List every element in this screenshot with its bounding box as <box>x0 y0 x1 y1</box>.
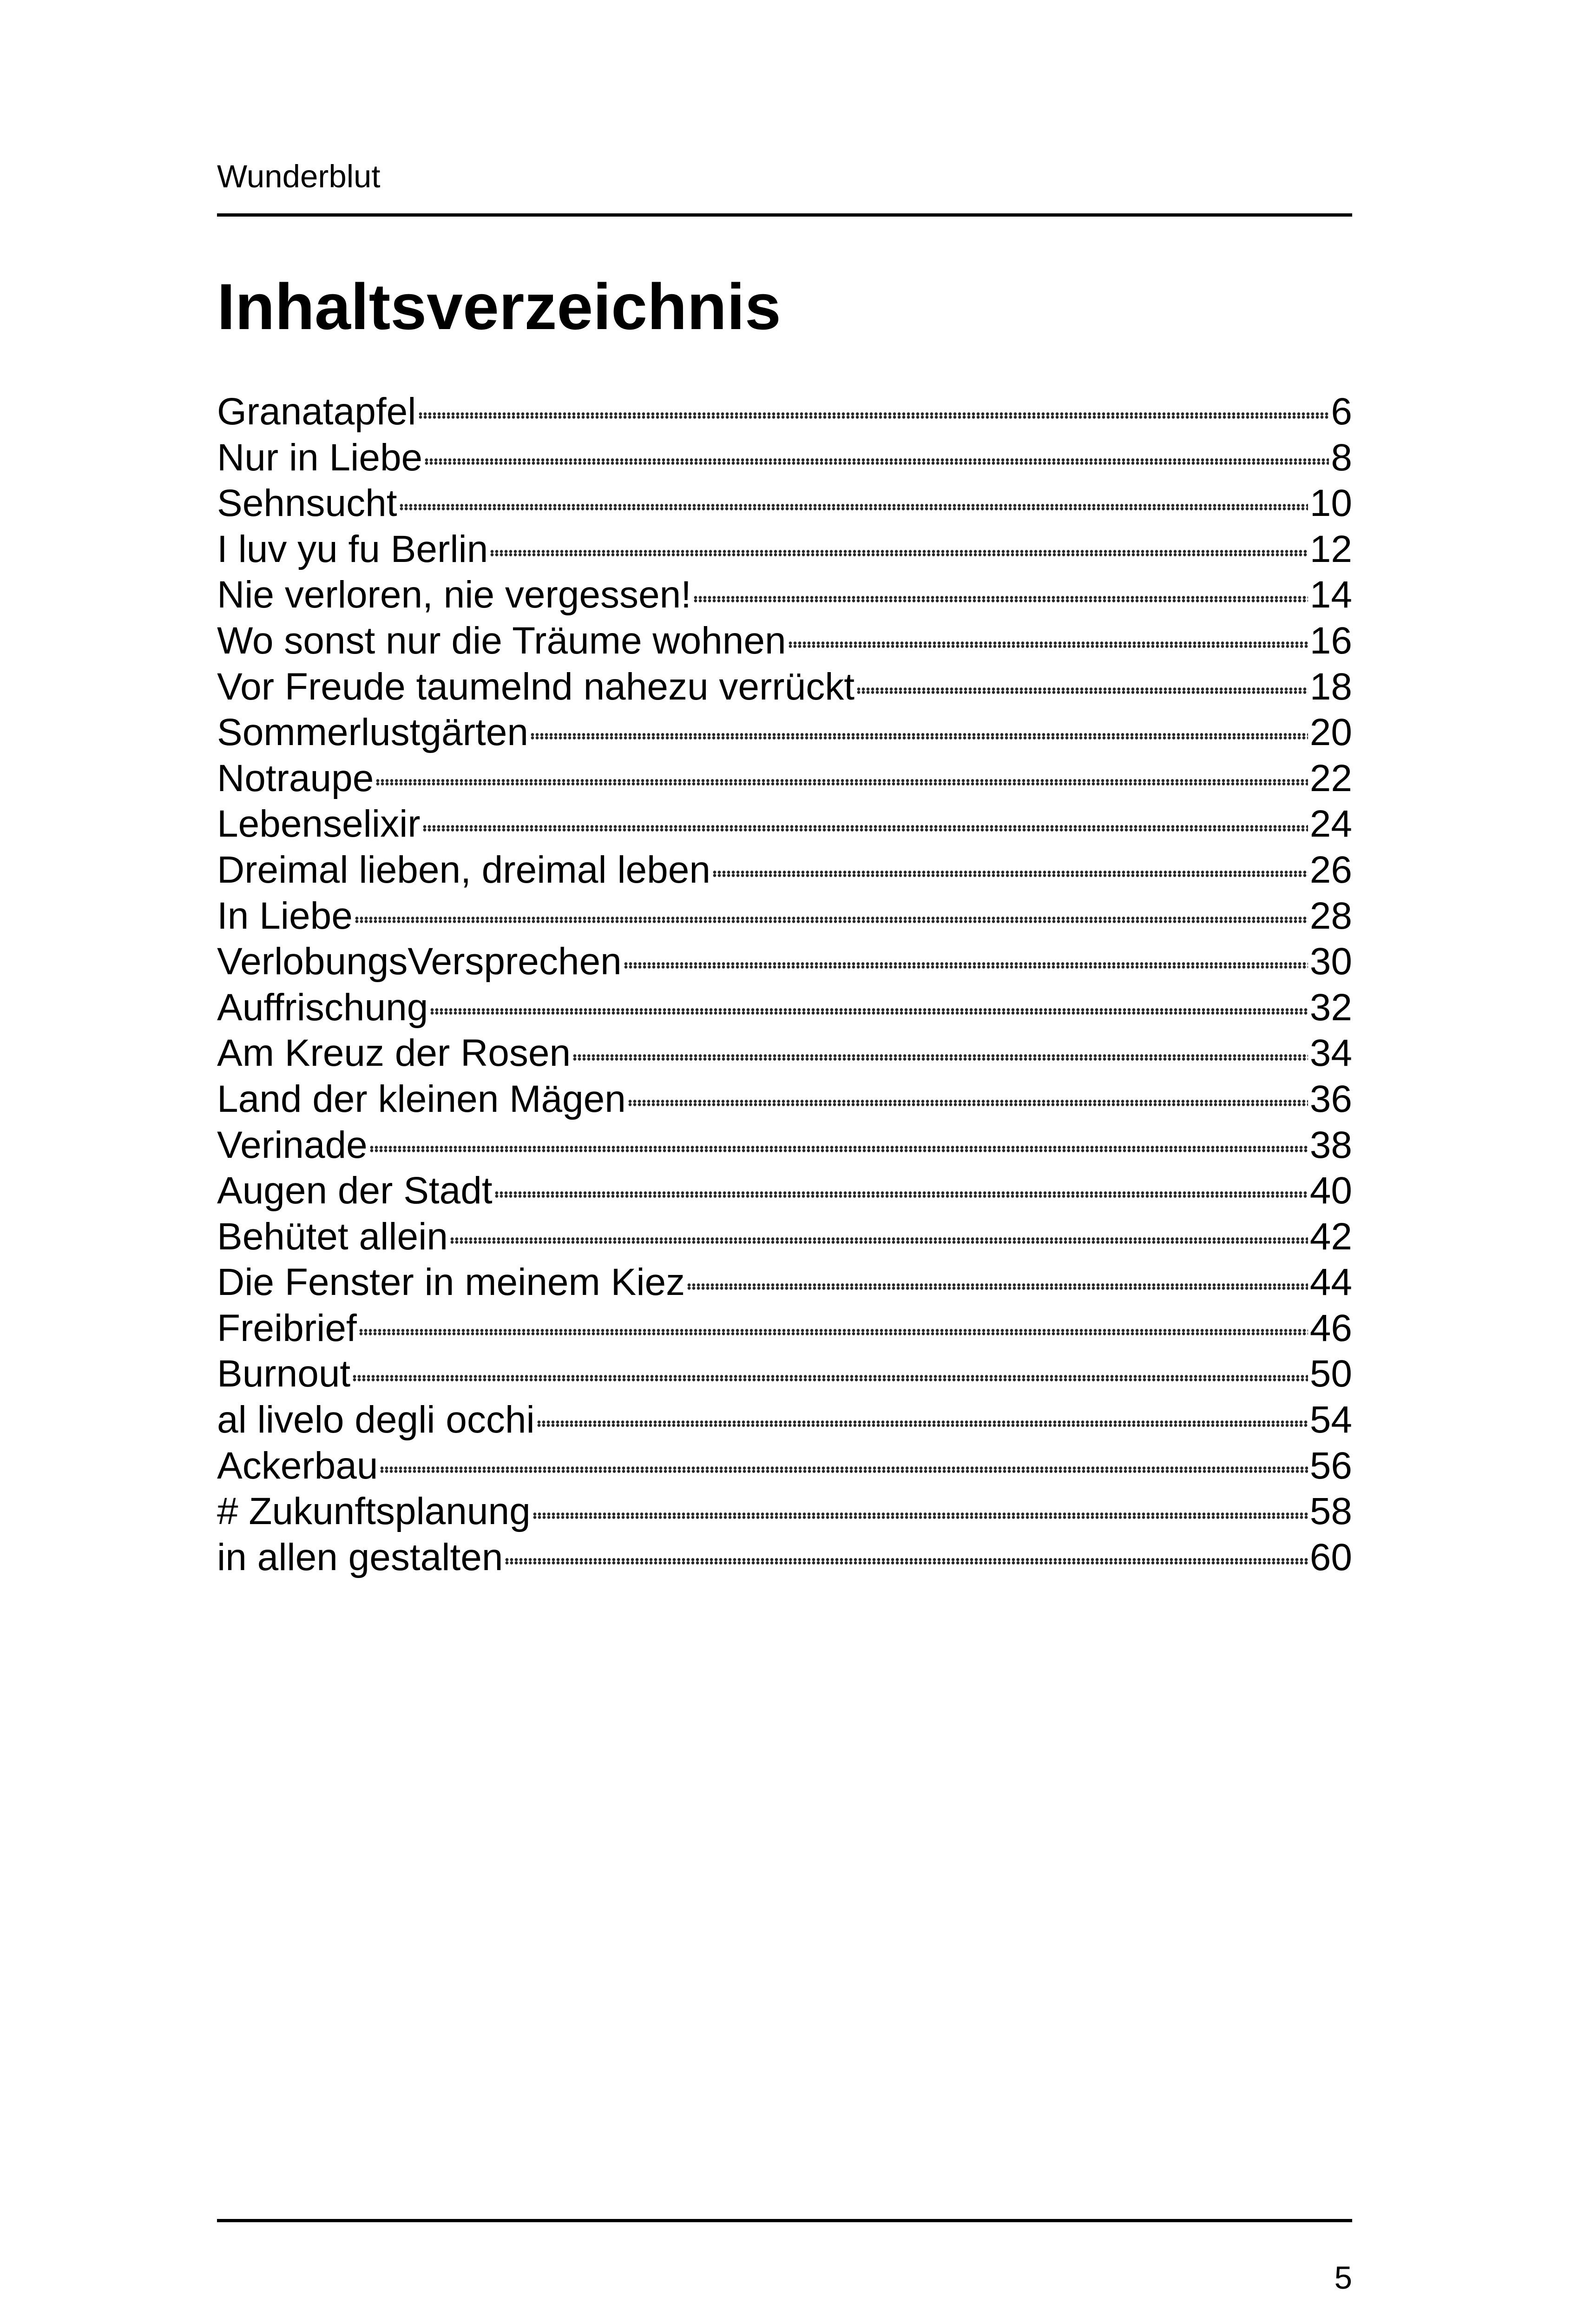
toc-entry-page: 32 <box>1309 986 1352 1029</box>
table-of-contents <box>217 389 1352 1580</box>
toc-entry-page: 20 <box>1309 711 1352 754</box>
header-divider <box>217 213 1352 217</box>
toc-entry-title: Sommerlustgärten <box>217 711 528 754</box>
toc-entry-page: 56 <box>1309 1444 1352 1487</box>
toc-entry-title: Behütet allein <box>217 1215 448 1258</box>
dot-leader <box>375 779 1308 786</box>
toc-entry-title: Vor Freude taumelnd nahezu verrückt <box>217 665 855 708</box>
toc-entry[interactable] <box>217 893 1352 939</box>
dot-leader <box>424 458 1329 465</box>
toc-heading: Inhaltsverzeichnis <box>217 270 781 343</box>
toc-entry[interactable] <box>217 1535 1352 1581</box>
toc-entry-title: Notraupe <box>217 757 374 799</box>
dot-leader <box>380 1466 1308 1473</box>
toc-entry-page: 50 <box>1309 1353 1352 1395</box>
toc-entry[interactable] <box>217 527 1352 573</box>
toc-entry-title: # Zukunftsplanung <box>217 1490 531 1533</box>
toc-entry-title: Freibrief <box>217 1307 357 1349</box>
toc-entry-page: 10 <box>1309 482 1352 525</box>
toc-entry[interactable] <box>217 572 1352 618</box>
toc-entry-page: 44 <box>1309 1261 1352 1304</box>
toc-entry-page: 6 <box>1331 390 1352 433</box>
dot-leader <box>712 871 1308 877</box>
toc-entry[interactable] <box>217 389 1352 435</box>
toc-entry[interactable] <box>217 756 1352 802</box>
toc-entry[interactable] <box>217 985 1352 1031</box>
running-header: Wunderblut <box>217 158 381 194</box>
toc-entry-title: Am Kreuz der Rosen <box>217 1032 571 1075</box>
toc-entry-page: 16 <box>1309 619 1352 662</box>
toc-entry-page: 26 <box>1309 848 1352 891</box>
toc-entry-title: In Liebe <box>217 894 353 937</box>
toc-entry[interactable] <box>217 481 1352 527</box>
toc-entry[interactable] <box>217 847 1352 893</box>
dot-leader <box>628 1100 1308 1106</box>
dot-leader <box>530 733 1308 739</box>
dot-leader <box>693 596 1308 602</box>
toc-entry-page: 46 <box>1309 1307 1352 1349</box>
toc-entry-title: Dreimal lieben, dreimal leben <box>217 848 710 891</box>
toc-entry[interactable] <box>217 664 1352 710</box>
dot-leader <box>422 825 1308 832</box>
toc-entry-title: Wo sonst nur die Träume wohnen <box>217 619 786 662</box>
footer-divider <box>217 2219 1352 2222</box>
toc-entry-title: Verinade <box>217 1123 368 1166</box>
page-number: 5 <box>1334 2260 1352 2296</box>
toc-entry-page: 58 <box>1309 1490 1352 1533</box>
toc-entry-title: Lebenselixir <box>217 803 421 845</box>
toc-entry-title: Land der kleinen Mägen <box>217 1077 626 1120</box>
toc-entry-title: Sehnsucht <box>217 482 397 525</box>
toc-entry-page: 22 <box>1309 757 1352 799</box>
dot-leader <box>505 1558 1308 1565</box>
dot-leader <box>856 687 1308 694</box>
toc-entry-title: Auffrischung <box>217 986 428 1029</box>
toc-entry[interactable] <box>217 1397 1352 1443</box>
toc-entry-page: 24 <box>1309 803 1352 845</box>
toc-entry-page: 54 <box>1309 1399 1352 1441</box>
toc-entry[interactable] <box>217 1214 1352 1260</box>
toc-entry-title: Nur in Liebe <box>217 436 423 479</box>
toc-entry[interactable] <box>217 1351 1352 1397</box>
toc-entry-page: 8 <box>1331 436 1352 479</box>
dot-leader <box>430 1008 1308 1015</box>
dot-leader <box>399 504 1308 510</box>
toc-entry[interactable] <box>217 1306 1352 1352</box>
toc-entry[interactable] <box>217 1122 1352 1169</box>
toc-entry-page: 12 <box>1309 528 1352 570</box>
dot-leader <box>788 641 1308 648</box>
toc-entry[interactable] <box>217 618 1352 664</box>
toc-entry[interactable] <box>217 435 1352 481</box>
toc-entry-page: 34 <box>1309 1032 1352 1075</box>
toc-entry-title: Die Fenster in meinem Kiez <box>217 1261 685 1304</box>
dot-leader <box>494 1191 1308 1198</box>
toc-entry-page: 42 <box>1309 1215 1352 1258</box>
toc-entry-page: 36 <box>1309 1077 1352 1120</box>
toc-entry[interactable] <box>217 1168 1352 1214</box>
toc-entry-page: 38 <box>1309 1123 1352 1166</box>
toc-entry-title: Augen der Stadt <box>217 1169 493 1212</box>
toc-entry-title: in allen gestalten <box>217 1536 503 1578</box>
dot-leader <box>450 1237 1308 1244</box>
toc-entry-title: al livelo degli occhi <box>217 1399 535 1441</box>
toc-entry-page: 60 <box>1309 1536 1352 1578</box>
dot-leader <box>572 1054 1308 1061</box>
toc-entry[interactable] <box>217 1489 1352 1535</box>
toc-entry[interactable] <box>217 1030 1352 1076</box>
toc-entry[interactable] <box>217 710 1352 756</box>
toc-entry-title: Nie verloren, nie vergessen! <box>217 574 691 616</box>
dot-leader <box>687 1283 1308 1290</box>
dot-leader <box>533 1512 1308 1519</box>
toc-entry-page: 28 <box>1309 894 1352 937</box>
toc-entry-title: I luv yu fu Berlin <box>217 528 488 570</box>
toc-entry-page: 40 <box>1309 1169 1352 1212</box>
dot-leader <box>537 1420 1308 1427</box>
dot-leader <box>369 1146 1308 1152</box>
toc-entry-page: 30 <box>1309 940 1352 983</box>
toc-entry-title: VerlobungsVersprechen <box>217 940 622 983</box>
dot-leader <box>624 962 1308 969</box>
toc-entry-page: 18 <box>1309 665 1352 708</box>
toc-entry[interactable] <box>217 939 1352 985</box>
toc-entry-title: Burnout <box>217 1353 351 1395</box>
toc-entry[interactable] <box>217 1443 1352 1489</box>
toc-entry[interactable] <box>217 1076 1352 1122</box>
toc-entry[interactable] <box>217 801 1352 847</box>
dot-leader <box>352 1375 1308 1381</box>
dot-leader <box>490 550 1308 556</box>
toc-entry[interactable] <box>217 1260 1352 1306</box>
dot-leader <box>355 917 1308 923</box>
toc-entry-title: Ackerbau <box>217 1444 378 1487</box>
toc-entry-page: 14 <box>1309 574 1352 616</box>
dot-leader <box>418 412 1329 419</box>
dot-leader <box>359 1329 1308 1335</box>
toc-entry-title: Granatapfel <box>217 390 416 433</box>
